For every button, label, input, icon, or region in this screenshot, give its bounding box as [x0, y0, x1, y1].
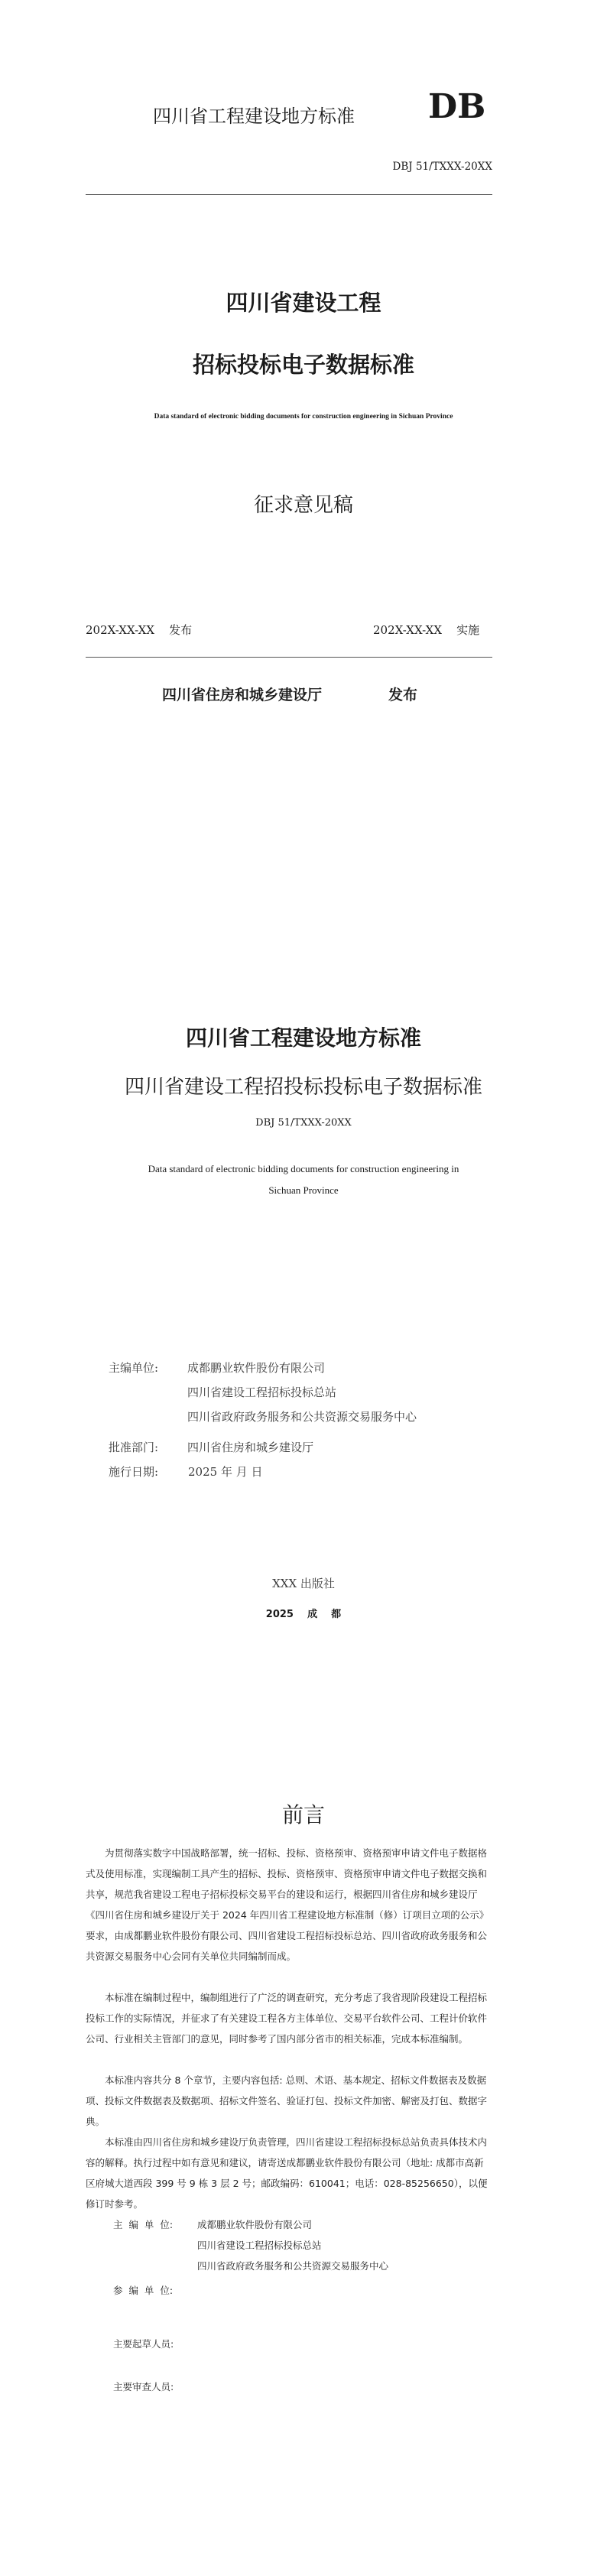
implement-date-value: 202X-XX-XX: [373, 623, 443, 637]
title-page-code: DBJ 51/TXXX-20XX: [255, 1117, 352, 1129]
title-page-english-line2: Sichuan Province: [268, 1184, 339, 1196]
editor-2: 四川省建设工程招标投标总站: [187, 1385, 337, 1399]
foreword-paragraph-2: 本标准在编制过程中，编制组进行了广泛的调查研究，充分考虑了我省现阶段建设工程招标投标工作的实际情况，并征求了有关建设工程各方主体单位、交易平台软件公司、工程计价软件公司、行业相关主管部门的意见，同时参考了国内部分省市的相关标准，完成本标准编制。: [86, 1992, 488, 2045]
cover-db-mark: DB: [428, 87, 486, 126]
title-page-standard-title: 四川省工程建设地方标准: [185, 1025, 421, 1051]
foreword-paragraph-4: 本标准由四川省住房和城乡建设厅负责管理，四川省建设工程招标投标总站负责具体技术内容的解释。执行过程中如有意见和建议，请寄送成都鹏业软件股份有限公司（地址: 成都市高新区府城大道西段 399 号 9 栋 3 层 2 号；邮政编码：610041；电话：028-85256650），以便修订时参考。: [86, 2136, 488, 2210]
title-page-english-line1: Data standard of electronic bidding documents for construction engineering in: [148, 1163, 459, 1174]
foreword-paragraph-3: 本标准内容共分 8 个章节，主要内容包括: 总则、术语、基本规定、招标文件数据表及数据项、投标文件数据表及数据项、招标文件签名、验证打包、投标文件加密、解密及打包、数据字典。: [86, 2074, 488, 2127]
cover-publish-date: [86, 622, 192, 638]
foreword-drafters-label: 主要起草人员:: [113, 2338, 174, 2350]
cover-english-title: Data standard of electronic bidding documents for construction engineering in Sichuan Province: [154, 413, 453, 421]
publish-place: 2025 成 都: [265, 1609, 342, 1620]
publish-date-value: 202X-XX-XX: [86, 623, 155, 637]
title-page-title: 四川省建设工程招投标投标电子数据标准: [124, 1076, 482, 1099]
foreword-editor-1: 成都鹏业软件股份有限公司: [197, 2219, 313, 2230]
editor-label: 主编单位:: [109, 1361, 159, 1375]
cover-bottom-rule: [86, 657, 492, 658]
date-label: 施行日期:: [109, 1465, 159, 1479]
cover-draft-label: 征求意见稿: [253, 494, 353, 517]
cover-title-line1: 四川省建设工程: [226, 290, 381, 316]
foreword-editor-3: 四川省政府政务服务和公共资源交易服务中心: [197, 2260, 389, 2272]
foreword-editor-2: 四川省建设工程招标投标总站: [197, 2240, 322, 2251]
publisher: XXX 出版社: [272, 1577, 335, 1590]
cover-issuer-label: 发布: [388, 687, 418, 703]
foreword-heading: 前言: [281, 1802, 325, 1827]
approver-label: 批准部门:: [109, 1441, 159, 1454]
approver-value: 四川省住房和城乡建设厅: [187, 1441, 314, 1454]
cover-title-line2: 招标投标电子数据标准: [192, 352, 414, 378]
editor-3: 四川省政府政务服务和公共资源交易服务中心: [187, 1410, 417, 1424]
foreword-paragraph-1: 为贯彻落实数字中国战略部署，统一招标、投标、资格预审、资格预审申请文件电子数据格式及使用标准，实现编制工具产生的招标、投标、资格预审、资格预审申请文件电子数据交换和共享，规范我省建设工程电子招标投标交易平台的建设和运行，根据四川省住房和城乡建设厅《四川省住房和城乡建设厅关于 2024 年四川省工程建设地方标准制（修）订项目立项的公示》要求，由成都鹏业软件股份有限公司、四川省建设工程招标投标总站、四川省政府政务服务和公共资源交易服务中心会同有关单位共同编制而成。: [86, 1847, 489, 1962]
cover-code: DBJ 51/TXXX-20XX: [392, 161, 492, 173]
publish-label: 发布: [169, 623, 193, 637]
foreword-editor-label: 主 编 单 位:: [113, 2219, 174, 2230]
date-value: 2025 年 月 日: [188, 1465, 263, 1479]
cover-issuer: 四川省住房和城乡建设厅: [162, 687, 323, 703]
foreword-reviewers-label: 主要审查人员:: [113, 2381, 174, 2392]
foreword-participant-label: 参 编 单 位:: [113, 2285, 174, 2296]
implement-label: 实施: [456, 623, 480, 637]
cover-standard-title: 四川省工程建设地方标准: [153, 106, 355, 127]
editor-1: 成都鹏业软件股份有限公司: [187, 1361, 326, 1375]
cover-implement-date: [373, 622, 479, 638]
cover-top-rule: [86, 194, 492, 195]
